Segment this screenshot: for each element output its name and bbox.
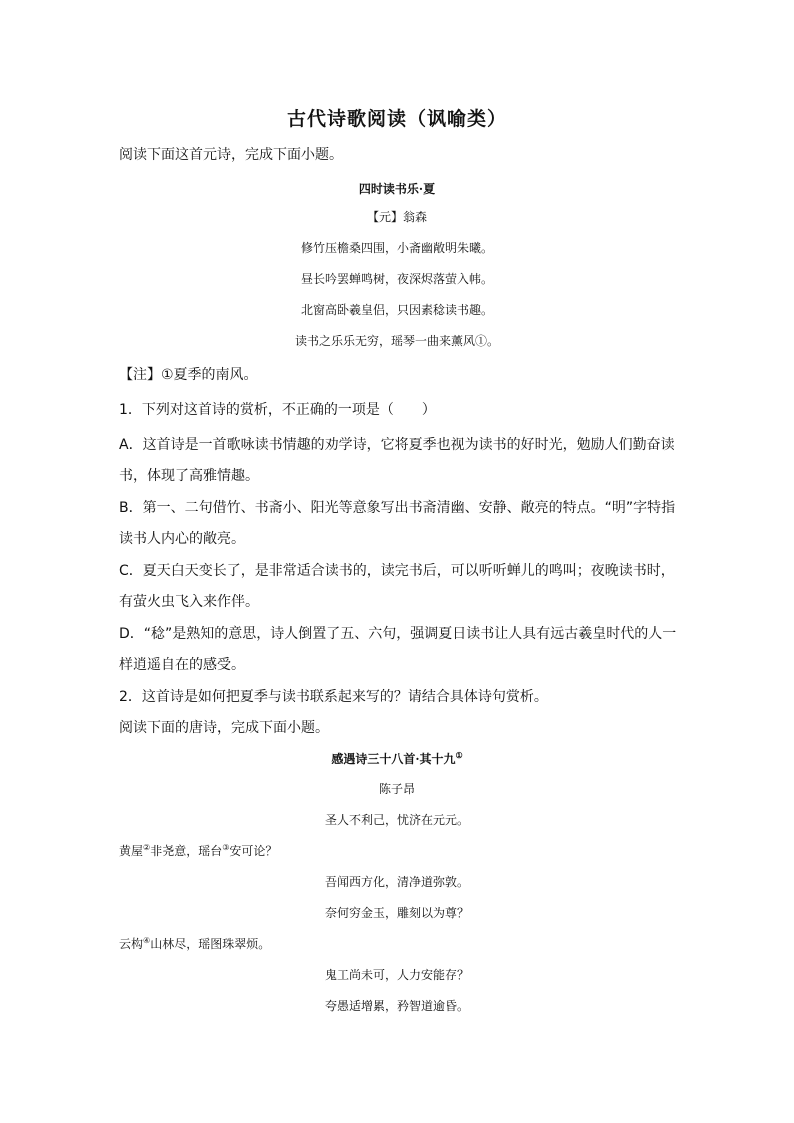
footnote-marker: ③ xyxy=(222,843,230,852)
poem2-text: 非尧意，瑶台 xyxy=(150,844,223,858)
option-c: C．夏天白天变长了，是非常适合读书的，读完书后，可以听听蝉儿的鸣叫；夜晚读书时， xyxy=(119,563,675,579)
option-d-cont: 样逍遥自在的感受。 xyxy=(119,657,245,673)
option-c-cont: 有萤火虫飞入来作伴。 xyxy=(119,594,259,610)
footnote-marker: ② xyxy=(143,843,151,852)
poem2-line-left xyxy=(119,842,277,859)
poem1-author: 【元】翁森 xyxy=(366,210,427,224)
poem2-title xyxy=(0,750,794,767)
poem1-line: 修竹压檐桑四围，小斋幽敞明朱曦。 xyxy=(300,241,493,255)
footnote-marker: ④ xyxy=(143,936,151,945)
poem2-line-left xyxy=(119,935,270,952)
poem2-text: 云构 xyxy=(119,937,144,951)
poem2-line: 鬼工尚未可，人力安能存？ xyxy=(324,968,469,982)
poem1-line: 读书之乐乐无穷，瑶琴一曲来薰风①。 xyxy=(294,334,499,348)
poem2-line: 圣人不利己，忧济在元元。 xyxy=(324,813,469,827)
option-d: D．“稔”是熟知的意思，诗人倒置了五、六句，强调夏日读书让人具有远古羲皇时代的人一 xyxy=(119,626,677,642)
question-1-stem: 1．下列对这首诗的赏析，不正确的一项是（ ） xyxy=(119,402,436,418)
instruction-1: 阅读下面这首元诗，完成下面小题。 xyxy=(119,147,343,163)
option-a: A．这首诗是一首歌咏读书情趣的劝学诗，它将夏季也视为读书的好时光，勉励人们勤奋读 xyxy=(119,437,675,453)
poem2-line: 奈何穷金玉，雕刻以为尊？ xyxy=(324,906,469,920)
question-2: 2．这首诗是如何把夏季与读书联系起来写的？请结合具体诗句赏析。 xyxy=(119,689,548,705)
poem2-author: 陈子昂 xyxy=(378,782,415,796)
poem2-text: 安可论？ xyxy=(229,844,278,858)
poem2-text: 山林尽，瑶图珠翠烦。 xyxy=(150,937,271,951)
poem2-title-text: 感遇诗三十八首·其十九 xyxy=(331,752,456,766)
poem1-line: 昼长吟罢蝉鸣树，夜深烬落萤入帏。 xyxy=(300,272,493,286)
poem2-line: 夸愚适增累，矜智道逾昏。 xyxy=(324,999,469,1013)
poem1-line: 北窗高卧羲皇侣，只因素稔读书趣。 xyxy=(300,303,493,317)
option-a-cont: 书，体现了高雅情趣。 xyxy=(119,468,259,484)
page-title: 古代诗歌阅读（讽喻类） xyxy=(286,108,507,130)
option-b-cont: 读书人内心的敞亮。 xyxy=(119,531,245,547)
option-b: B．第一、二句借竹、书斋小、阳光等意象写出书斋清幽、安静、敞亮的特点。“明”字特指 xyxy=(119,500,676,516)
poem2-line: 吾闻西方化，清净道弥敦。 xyxy=(324,875,469,889)
poem2-text: 黄屋 xyxy=(119,844,144,858)
footnote-marker: ① xyxy=(455,750,463,760)
poem1-title: 四时读书乐·夏 xyxy=(358,182,436,196)
instruction-2: 阅读下面的唐诗，完成下面小题。 xyxy=(119,720,329,736)
poem1-note: 【注】①夏季的南风。 xyxy=(119,367,258,383)
